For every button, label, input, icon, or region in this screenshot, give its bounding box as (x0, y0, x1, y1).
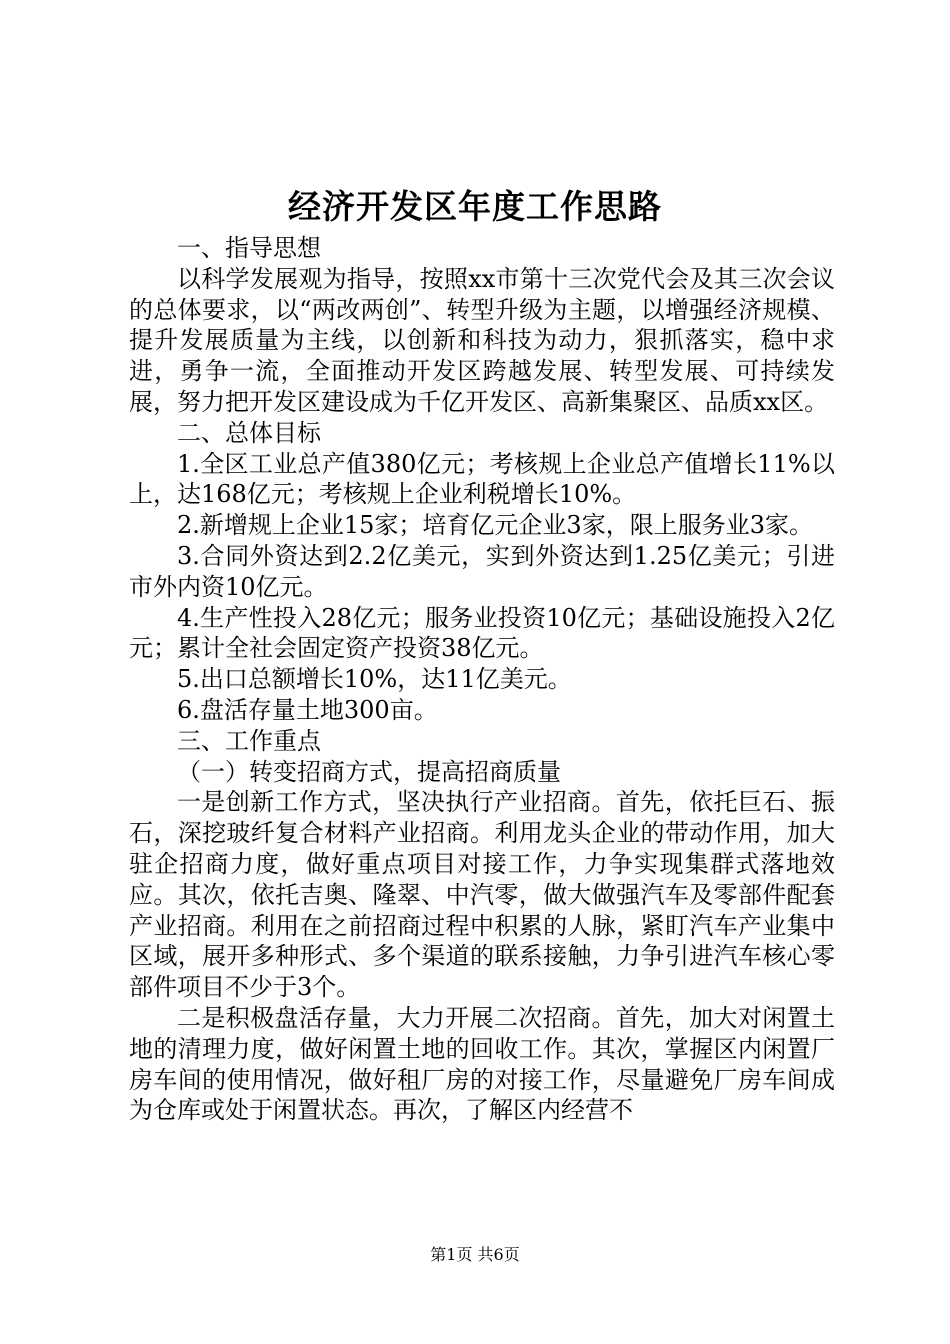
document-body (129, 233, 835, 1126)
paragraph-industry-investment: 一是创新工作方式，坚决执行产业招商。首先，依托巨石、振石，深挖玻纤复合材料产业招商。利用龙头企业的带动作用，加大驻企招商力度，做好重点项目对接工作，力争实现集群式落地效应。其次，依托吉奥、隆翠、中汽零，做大做强汽车及零部件配套产业招商。利用在之前招商过程中积累的人脉，紧盯汽车产业集中区域，展开多种形式、多个渠道的联系接触，力争引进汽车核心零部件项目不少于3个。 (129, 788, 835, 1002)
goal-item-5: 5.出口总额增长10%，达11亿美元。 (177, 665, 572, 694)
goal-item-4: 4.生产性投入28亿元；服务业投资10亿元；基础设施投入2亿元；累计全社会固定资产投资38亿元。 (129, 603, 835, 663)
goal-item-3: 3.合同外资达到2.2亿美元，实到外资达到1.25亿美元；引进市外内资10亿元。 (129, 541, 835, 601)
heading-guiding-thought: 一、指导思想 (177, 234, 321, 262)
paragraph-secondary-investment: 二是积极盘活存量，大力开展二次招商。首先，加大对闲置土地的清理力度，做好闲置土地的回收工作。其次，掌握区内闲置厂房车间的使用情况，做好租厂房的对接工作，尽量避免厂房车间成为仓库或处于闲置状态。再次，了解区内经营不 (129, 1003, 835, 1125)
heading-work-focus: 三、工作重点 (177, 726, 321, 755)
paragraph-guiding-thought: 以科学发展观为指导，按照xx市第十三次党代会及其三次会议的总体要求，以“两改两创”、转型升级为主题，以增强经济规模、提升发展质量为主线，以创新和科技为动力，狠抓落实，稳中求进，勇争一流，全面推动开发区跨越发展、转型发展、可持续发展，努力把开发区建设成为千亿开发区、高新集聚区、品质xx区。 (129, 264, 835, 416)
subheading-investment-method: （一）转变招商方式，提高招商质量 (177, 757, 561, 786)
heading-overall-goals: 二、总体目标 (177, 418, 321, 447)
goal-item-2: 2.新增规上企业15家；培育亿元企业3家，限上服务业3家。 (177, 511, 813, 540)
document-title: 经济开发区年度工作思路 (288, 187, 662, 226)
goal-item-1: 1.全区工业总产值380亿元；考核规上企业总产值增长11%以上，达168亿元；考核规上企业利税增长10%。 (129, 449, 835, 509)
goal-item-6: 6.盘活存量土地300亩。 (177, 695, 438, 724)
page-footer: 第1页 共6页 (430, 1245, 520, 1264)
